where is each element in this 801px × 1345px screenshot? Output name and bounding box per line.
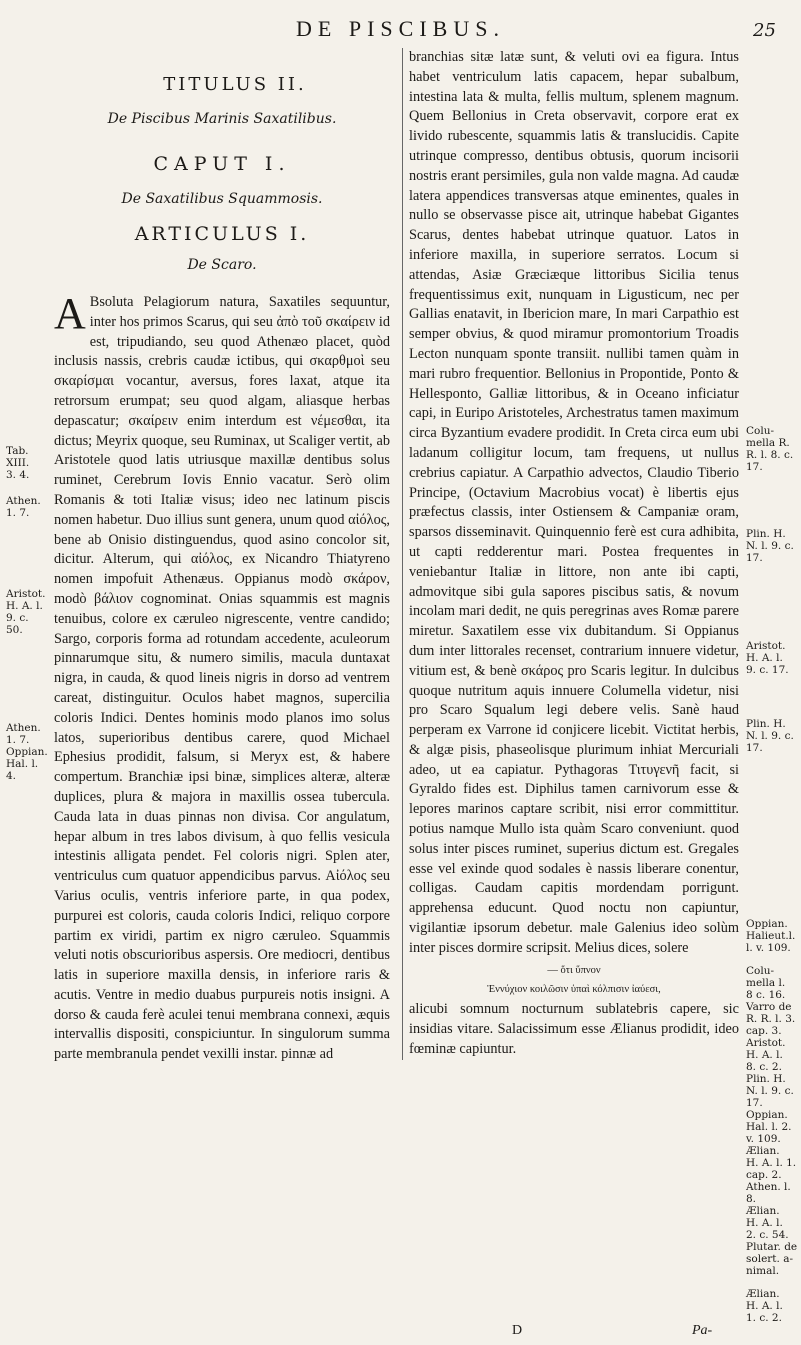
right-note-columella: Colu- mella R. R. l. 8. c. 17. bbox=[746, 425, 794, 473]
left-note-tab: Tab. XIII. 3. 4. bbox=[6, 445, 30, 481]
right-note-aelian: Ælian. H. A. l. 1. c. 2. bbox=[746, 1288, 783, 1324]
page-number: 25 bbox=[753, 20, 776, 41]
signature-mark: D bbox=[512, 1323, 523, 1338]
right-note-group: Colu- mella l. 8 c. 16. Varro de R. R. l. 3. cap. 3. Aristot. H. A. l. 8. c. 2. Plin. H. N. l. 9. c. 17. Oppian. Hal. l. 2. v. 109. Ælian. H. A. l. 1. cap. 2. Athen. l. 8. Ælian. H. A. l. 2. c. 54. Plutar. de solert. a- nimal. bbox=[746, 965, 798, 1277]
drop-capital: A bbox=[54, 289, 86, 338]
left-note-aristot: Aristot. H. A. l. 9. c. 50. bbox=[6, 588, 46, 636]
left-column bbox=[54, 48, 390, 1065]
articulus-heading: ARTICULUS I. bbox=[134, 223, 310, 245]
left-note-athen-oppian: Athen. 1. 7. Oppian. Hal. l. 4. bbox=[6, 722, 48, 782]
title-block bbox=[54, 74, 390, 273]
titulus-subtitle: De Piscibus Marinis Saxatilibus. bbox=[107, 111, 337, 127]
right-body-text: branchias sitæ latæ sunt, & veluti ovi ea figura. Intus habet ventriculum latis capacem, hepar subalbum, intestina lata & multa, fellis multum, splenem magnum. Quem Bellonius in Creta observavit, corpore erat ex livido rubescente, squammis latis & translucidis. Capite utrinque compresso, dentibus obtusis, quorum incisorii nostris erant persimiles, gula non valde magna. Ad caudæ latera appendices transversas atque eminentes, quales in nullo se observasse pisce ait, utrinque habebat Gigantes Scarus, dentes habebat utrinque quatuor. Latos in inferiore maxilla, in superiore serratos. Locum si attendas, Asiæ Græciæque littoribus Sicilia tenus frequentissimus exit, nunquam in Ligusticum, nec per Gallias enatavit, in Ibericion mare, In mari Carpathio est semper obvius, & quod miramur promontorium Troadis Lecton nunquam sponte transiit. nullibi tamen quàm in mari rubro frequentior. Bellonius in Propontide, Ponto & Hellesponto, Galliæ littoribus, & in Oceano inficiatur capi, in Euripo Aristoteles, Archestratus tamen maximum circa Byzantium evadere prodidit. In Creta circa eum ubi ladanum colligitur locum, tam frequens, ut nullus crebrius capiatur. A Carpathio advectos, Claudio Tiberio Principe, (Octavium Macrobius vocat) è libertis ejus præfectus classis, inter Ostiensem & Campaniæ oram, sparsos disseminavit. Quinquennio ferè est cura adhibita, ut capti redderentur mari. Postea frequentes in veniebantur Italiæ in littore, non ante ibi capti, admovitque sibi gula sapores piscibus satis, & novum incolam mari dedit, ne quis peregrinas aves Romæ parere miretur. Saxatilem esse vix dubitandum. Si Oppianus dum inter littorales recenset, contrarium innuere videtur, vitium est, & benè σκάρος pro Scaris legitur. In dulcibus quoque nutritum aquis innuere Columella videtur, nisi pro Scaro Squalum legi debere velis. Sanè haud perperam ex Varrone id conjicere licebit. Victitat herbis, & algæ pisis, phaseolisque plurimum inhiat Mercuriali adeo, ut ea capiatur. Pythagoras Τιτυγενῆ facit, si Gyraldo fides est. Diphilus tamen carnivorum esse & lepores marinos captare scribit, nisi error committitur. potius namque Mullo ista quàm Scaro conveniunt. quod solus inter pisces ruminet, superius dictum est. Gregales esse vel exinde quod sodales è nassis liberare conentur, colligas. Caudam capitis mordendam porrigunt. apprehensa educunt. Quod noctu non capiuntur, vigilantiæ ipsorum debetur. male Galenius ideo solùm inter pisces dormire scripsit. Melius dices, solere bbox=[409, 49, 739, 956]
articulus-subtitle: De Scaro. bbox=[187, 257, 257, 273]
greek-quote-line-1: — ὅτι ὕπνον bbox=[547, 964, 601, 976]
right-column bbox=[402, 48, 739, 1060]
caput-heading: CAPUT I. bbox=[153, 153, 291, 175]
left-note-athen-1: Athen. 1. 7. bbox=[6, 495, 41, 519]
right-body-text-end: alicubi somnum nocturnum sublatebris capere, sic insidias vitare. Salacissimum esse Ælianus prodidit, ideo fœminæ capiuntur. bbox=[409, 1001, 739, 1057]
right-note-plin-2: Plin. H. N. l. 9. c. 17. bbox=[746, 718, 794, 754]
left-body-text bbox=[54, 289, 390, 1065]
right-note-plin-1: Plin. H. N. l. 9. c. 17. bbox=[746, 528, 794, 564]
left-body-content: Bsoluta Pelagiorum natura, Saxatiles sequuntur, inter hos primos Scarus, qui seu ἀπὸ τοῦ σκαίρειν id est, tripudiando, seu quod Athenæo placet, quòd inclusis nassis, crebris caudæ ictibus, qui σκαρθμοὶ seu σκαρίσμαι vocantur, aversus, fores laxat, atque ita retrorsum erumpat; seu quod algam, aliasque herbas depascatur; σκαίρειν enim interdum est νέμεσθαι, ita dictus; Meyrix quoque, seu Ruminax, ut Scaliger vertit, ab Aristotele quod latis utriusque maxillæ dentibus solus ruminet, Cerebrum Iovis Ennio vacatur. Serò olim Romanis & toti Italiæ visus; ideo nec latinum piscis nomen habetur. Duo illius sunt genera, unum quod αἰόλος, bene ab Onisio distinguendus, quod asino concolor sit, dicitur. Alterum, qui αἰόλος, ex Nicandro Thiatyreno nomen impofuit Athenæus. Oppianus modò σκάρον, modò βάλιον cognominat. Onias squammis est magnis tenuibus, colore ex cæruleo nigrescente, ventre candido; Sargo, corporis forma ad rotundam accedente, aculeorum pinnarumque situ, & numero similis, macula duntaxat nigra, in cauda, & quod lineis nigris in dorso ad ventrem careat, distinguitur. Oculos habet magnos, supercilia coloris Indici. Dentes hominis modo planos imo solus latos, superioribus dentibus carere, quod Michael Ephesius prodidit, falsum, si Meryx est, & habere compertum. Branchiæ ipsi binæ, simplices alteræ, alteræ duplices, plura & majora in maxillis ossea tubercula. Cauda lata in duas pinnas non divisa. Cor angulatum, hepar album in tres labos divisum, à quo fellis vesicula intestinis alligata pendet. Fel coloris nigri. Splen ater, ventriculus cum quatuor appendicibus parvus. Αἰόλος seu Varius oculis, ventris inferiore parte, in qua podex, purpurei est coloris, cauda coloris Indici, reliquo corpore partim ex viridi, partim ex nigro cæruleo. Squammis veluti notis obscurioribus aspersis. Ore mediocri, dentibus latis in superiore maxilla densis, in inferiore raris & acutis. Ventre in medio duabus purpureis notis insigni. A dorso & cauda ferè aculei tenui membrana connexi, æquis intervallis dispositi, conspiciuntur. In singulorum summa parte membranula pendet vexilli instar. pinnæ ad bbox=[54, 294, 390, 1063]
running-head: DE PISCIBUS. bbox=[296, 16, 505, 41]
catchword: Pa- bbox=[692, 1323, 713, 1338]
greek-quote-line-2: Ἐννύχιον κοιλῶσιν ὑπαὶ κόλπισιν ἰαύεσι, bbox=[487, 984, 661, 996]
right-note-aristot: Aristot. H. A. l. 9. c. 17. bbox=[746, 640, 789, 676]
caput-subtitle: De Saxatilibus Squammosis. bbox=[121, 191, 323, 207]
titulus-heading: TITULUS II. bbox=[163, 74, 307, 95]
right-note-oppian: Oppian. Halieut.l. l. v. 109. bbox=[746, 918, 796, 954]
